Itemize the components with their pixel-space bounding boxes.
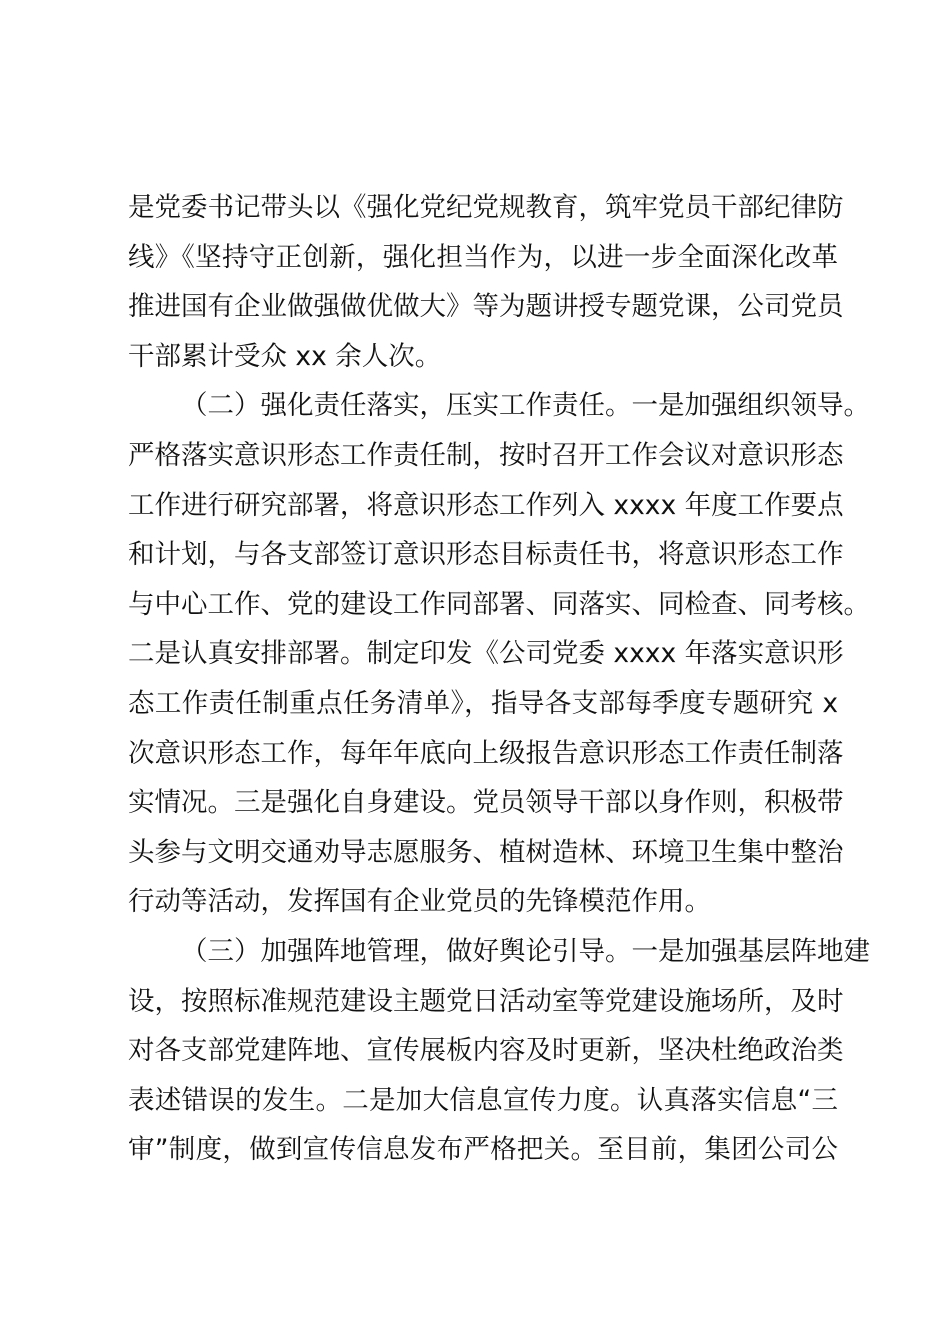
paragraph-heading-line: （二）强化责任落实，压实工作责任。一是加强组织领导。	[181, 390, 870, 422]
text-line: 对各支部党建阵地、宣传展板内容及时更新，坚决杜绝政治类	[128, 1035, 844, 1067]
paragraph-heading-line: （三）加强阵地管理，做好舆论引导。一是加强基层阵地建	[181, 935, 870, 967]
text-line: 审”制度，做到宣传信息发布严格把关。至目前，集团公司公	[128, 1134, 838, 1166]
text-line: 是党委书记带头以《强化党纪党规教育，筑牢党员干部纪律防	[128, 192, 844, 223]
text-line: 和计划，与各支部签订意识形态目标责任书，将意识形态工作	[128, 539, 844, 571]
text-line: 与中心工作、党的建设工作同部署、同落实、同检查、同考核。	[128, 588, 870, 620]
text-line: 二是认真安排部署。制定印发《公司党委 xxxx 年落实意识形	[128, 638, 844, 670]
text-line: 态工作责任制重点任务清单》，指导各支部每季度专题研究 x	[128, 687, 838, 719]
text-line: 严格落实意识形态工作责任制，按时召开工作会议对意识形态	[128, 439, 844, 471]
text-line: 工作进行研究部署，将意识形态工作列入 xxxx 年度工作要点	[128, 489, 844, 521]
body-text	[128, 183, 870, 1175]
text-line: 头参与文明交通劝导志愿服务、植树造林、环境卫生集中整治	[128, 836, 844, 868]
text-line: 干部累计受众 xx 余人次。	[128, 340, 442, 372]
text-line: 设，按照标准规范建设主题党日活动室等党建设施场所，及时	[128, 985, 844, 1017]
text-line: 实情况。三是强化自身建设。党员领导干部以身作则，积极带	[128, 787, 844, 819]
text-line: 推进国有企业做强做优做大》等为题讲授专题党课，公司党员	[128, 291, 844, 323]
text-line: 线》《坚持守正创新，强化担当作为，以进一步全面深化改革	[128, 241, 838, 273]
text-line: 表述错误的发生。二是加大信息宣传力度。认真落实信息“三	[128, 1084, 838, 1116]
text-line: 行动等活动，发挥国有企业党员的先锋模范作用。	[128, 886, 711, 918]
text-line: 次意识形态工作，每年年底向上级报告意识形态工作责任制落	[128, 737, 844, 769]
